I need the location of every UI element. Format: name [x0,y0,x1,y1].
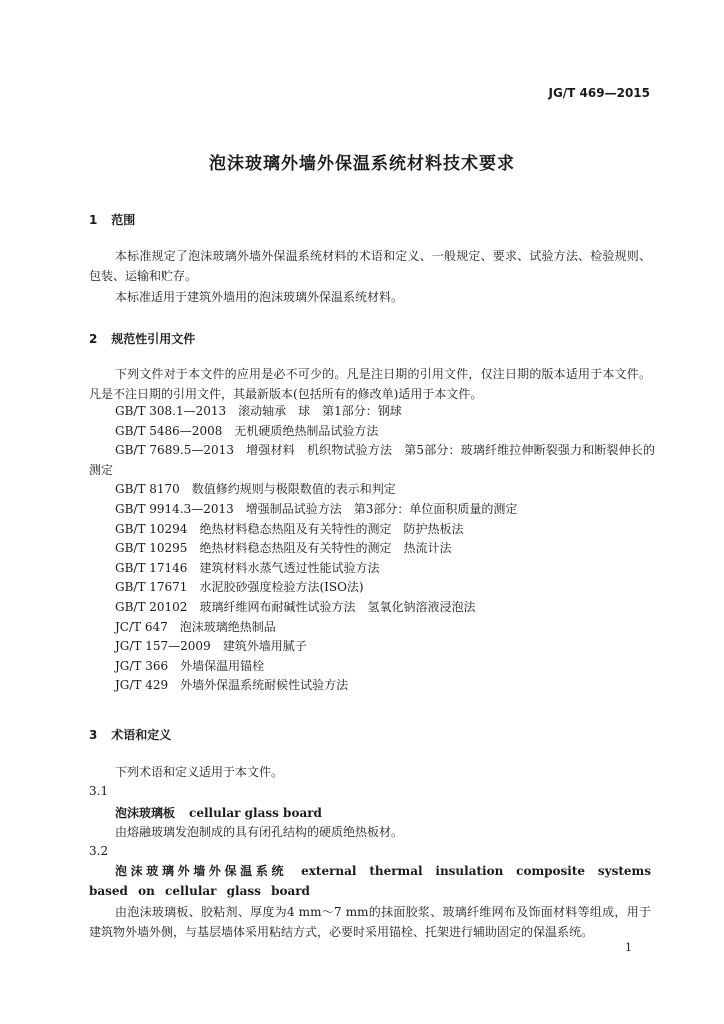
section-2-heading [89,330,195,347]
reference-item: JC/T 647 泡沫玻璃绝热制品 [115,619,276,634]
section-number: 2 [89,332,98,346]
term-definition: 由泡沫玻璃板、胶粘剂、厚度为4 mm～7 mm的抹面胶浆、玻璃纤维网布及饰面材料等组成，用于建筑物外墙外侧，与基层墙体采用粘结方式，必要时采用锚栓、托架进行辅助固定的保温系统。 [89,905,651,939]
reference-item: GB/T 20102 玻璃纤维网布耐碱性试验方法 氢氧化钠溶液浸泡法 [115,599,476,614]
section-2-intro: 下列文件对于本文件的应用是必不可少的。凡是注日期的引用文件，仅注日期的版本适用于本文件。凡是不注日期的引用文件，其最新版本(包括所有的修改单)适用于本文件。 [89,367,651,401]
term-name-zh: 泡沫玻璃外墙外保温系统 [115,864,288,878]
term-definition: 由熔融玻璃发泡制成的具有闭孔结构的硬质绝热板材。 [115,825,404,839]
section-number: 3 [89,728,98,742]
reference-item: GB/T 17146 建筑材料水蒸气透过性能试验方法 [115,560,380,575]
reference-item: GB/T 308.1—2013 滚动轴承 球 第1部分：钢球 [115,404,402,418]
standard-code: JG/T 469—2015 [548,86,650,100]
page-number: 1 [625,941,632,954]
reference-item: JG/T 157—2009 建筑外墙用腻子 [115,639,307,654]
section-number: 1 [89,213,98,227]
reference-item: GB/T 17671 水泥胶砂强度检验方法(ISO法) [115,580,364,595]
section-3-intro: 下列术语和定义适用于本文件。 [115,765,284,779]
reference-item: GB/T 9914.3—2013 增强制品试验方法 第3部分：单位面积质量的测定 [115,501,518,516]
term-name-en: external thermal insulation composite systems based on cellular glass board [89,864,651,898]
section-1-paragraph-2: 本标准适用于建筑外墙用的泡沫玻璃外保温系统材料。 [115,290,404,304]
term-name-en: cellular glass board [189,806,322,820]
term-number: 3.2 [89,844,109,858]
term-name [89,861,651,901]
document-title: 泡沫玻璃外墙外保温系统材料技术要求 [209,154,515,174]
section-1-paragraph-1: 本标准规定了泡沫玻璃外墙外保温系统材料的术语和定义、一般规定、要求、试验方法、检验规则、包装、运输和贮存。 [89,249,651,283]
reference-item: GB/T 8170 数值修约规则与极限数值的表示和判定 [115,482,396,497]
reference-item: GB/T 5486—2008 无机硬质绝热制品试验方法 [115,423,379,438]
reference-item: GB/T 10295 绝热材料稳态热阻及有关特性的测定 热流计法 [115,541,452,556]
section-title: 规范性引用文件 [111,332,196,346]
reference-item: JG/T 429 外墙外保温系统耐候性试验方法 [115,678,349,693]
term-name-zh: 泡沫玻璃板 [115,806,176,820]
reference-item: GB/T 7689.5—2013 增强材料 机织物试验方法 第5部分：玻璃纤维拉伸断裂强力和断裂伸长的测定 [89,443,655,477]
reference-item: GB/T 10294 绝热材料稳态热阻及有关特性的测定 防护热板法 [115,521,464,536]
section-3-heading [89,726,171,743]
section-title: 术语和定义 [111,728,172,742]
reference-list [89,402,655,696]
section-1-heading [89,211,135,228]
term-number: 3.1 [89,784,109,798]
section-title: 范围 [111,213,136,227]
reference-item: JG/T 366 外墙保温用锚栓 [115,658,265,673]
term-name [115,804,322,821]
